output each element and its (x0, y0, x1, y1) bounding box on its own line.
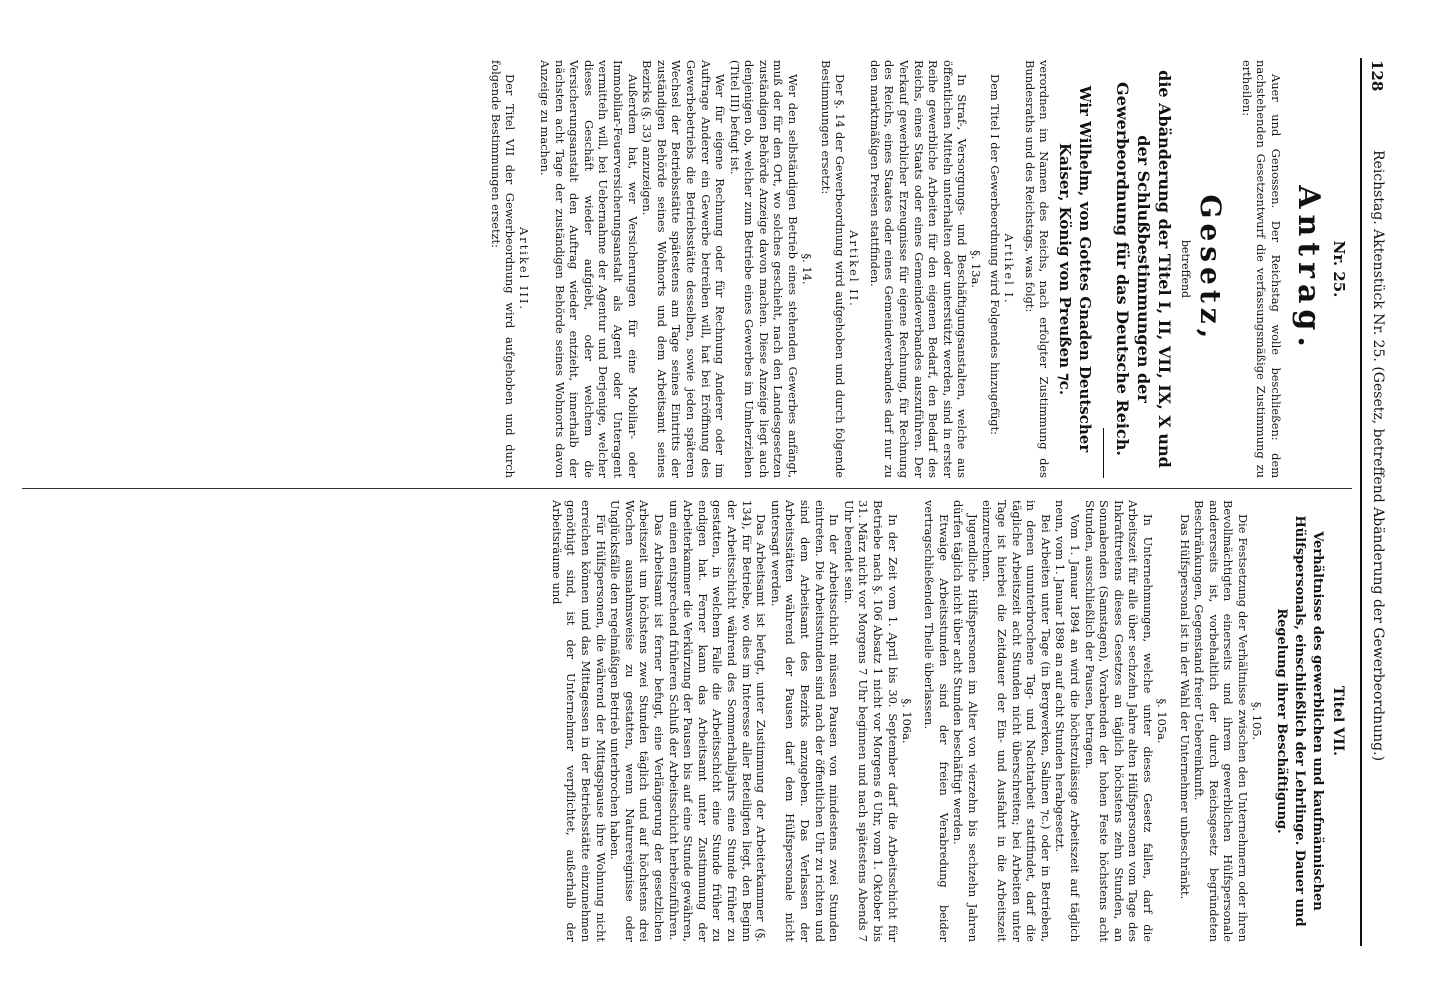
gesetz-heading: Gesetz, (1194, 194, 1228, 344)
left-column (20, 60, 1350, 478)
section-105-paragraph-2: Das Hülfspersonal ist in der Wahl der Unternehmer unbeschränkt. (1177, 514, 1192, 900)
title-rule (1103, 428, 1104, 478)
sovereign-line: Wir Wilhelm, von Gottes Gnaden Deutscher Kaiser, König von Preußen ⁊c. (1056, 85, 1095, 453)
section-14-paragraph-2: Wer für eigene Rechnung oder für Rechnung Anderer oder im Auftrage Anderer ein Gewerbe betreiben will, hat bei Eröffnung des Gewerbebetriebs die Betriebsstätte desselben, sowie jeden späteren Wechsel der Betriebsstätte spätestens am Tage seines Eintritts der zuständigen Behörde seines Wohnorts und dem Arbeitsamt seines Bezirks (§. 33) anzuzeigen. (640, 60, 728, 478)
section-106a-paragraph-3: Das Arbeitsamt ist befugt, unter Zustimmung der Arbeiterkammer (§. 134), für Betriebe, wo dies im Interesse aller Beteiligten liegt, den Beginn der Arbeitsschicht während des Sommerhalbjahrs eine Stunde früher zu gestatten, in welchem Falle die Arbeitsschicht eine Stunde früher zu endigen hat. Ferner kann das Arbeitsamt unter Zustimmung der Arbeiterkammer die Verkürzung der Pausen bis auf eine Stunde gewähren, um einen entsprechend früheren Schluß der Arbeitsschicht herbeizuführen. (666, 500, 769, 942)
section-106a-paragraph-1: In der Zeit vom 1. April bis 30. September darf die Arbeitsschicht für Betriebe nach §. 106 Absatz 1 nicht vor Morgens 6 Uhr, vom 1. Oktober bis 31. März nicht vor Morgens 7 Uhr beginnen und nach spätestens Abends 7 Uhr beendet sein. (841, 500, 900, 942)
section-106a-heading: §. 106a. (899, 698, 914, 744)
section-13a-text: In Straf-, Versorgungs- und Beschäftigungsanstalten, welche aus öffentlichen Mitteln unterhalten oder unterstützt werden, sind in erster Reihe gewerbliche Arbeiten für den eigenen Bedarf, den Bedarf des Reichs, eines Staats oder eines Gemeindeverbandes auszuführen. Der Verkauf gewerblicher Erzeugnisse für eigene Rechnung, für Rechnung des Reichs, eines Staates oder eines Gemeindeverbandes darf nur zu den marktmäßigen Preisen stattfinden. (867, 60, 970, 478)
column-divider (22, 488, 1352, 489)
section-105a-paragraph-5: Etwaige Arbeitsstunden sind der freien Verabredung beider vertragschließenden Theile überlassen. (922, 500, 951, 942)
article-3-heading: Artikel III. (517, 227, 532, 311)
section-105a-paragraph-2: Vom 1. Januar 1894 an wird die höchstzulässige Arbeitszeit auf täglich neun, vom 1. Januar 1898 an auf acht Stunden herabgesetzt. (1053, 500, 1083, 942)
section-105a-heading: §. 105a. (1155, 698, 1170, 744)
section-106a-paragraph-4: Das Arbeitsamt ist ferner befugt, eine Verlängerung der gesetzlichen Arbeitszeit um höchstens zwei Stunden täglich und auf höchstens drei Wochen ausnahmsweise zu gestatten, wenn Naturereignisse oder Unglücksfälle den regelmäßigen Betrieb unterbrochen haben. (608, 500, 667, 942)
section-105a-paragraph-4: Jugendliche Hülfspersonen im Alter von vierzehn bis sechzehn Jahren dürfen täglich nicht über acht Stunden beschäftigt werden. (951, 500, 980, 942)
article-2-text: Der §. 14 der Gewerbeordnung wird aufgehoben und durch folgende Bestimmungen ersetzt: (818, 60, 848, 478)
article-1-text: Dem Titel I der Gewerbeordnung wird Folgendes hinzugefügt: (988, 74, 1003, 436)
section-14-heading: §. 14. (800, 253, 815, 285)
section-14-paragraph-1: Wer den selbständigen Betrieb eines stehenden Gewerbes anfängt, muß der für den Ort, wo solches geschieht, nach den Landesgesetzen zuständigen Behörde Anzeige davon machen. Diese Anzeige liegt auch denjenigen ob, welcher zum Betriebe eines Gewerbes im Umherziehen (Titel III) befugt ist. (727, 60, 801, 478)
section-14-paragraph-3: Außerdem hat, wer Versicherungen für eine Mobiliar- oder Immobiliar-Feuerversicherungsanstalt als Agent oder Unteragent vermitteln will, bei Uebernahme der Agentur und Derjenige, welcher dieses Geschäft wieder aufgiebt, oder welchem die Versicherungsanstalt den Auftrag wieder entzieht, innerhalb der nächsten acht Tage der zuständigen Behörde seines Wohnorts davon Anzeige zu machen. (538, 60, 640, 478)
section-106a-paragraph-2: In der Arbeitsschicht müssen Pausen von mindestens zwei Stunden eintreten. Die Arbeitsstunden sind nach der öffentlichen Uhr zu richten und sind dem Arbeitsamt des Bezirks anzugeben. Das Verlassen der Arbeitsstätten während der Pausen darf dem Hülfspersonale nicht untersagt werden. (768, 500, 842, 942)
article-2-heading: Artikel II. (847, 230, 862, 308)
section-105a-paragraph-1: In Unternehmungen, welche unter dieses Gesetz fallen, darf die Arbeitszeit für alle über sechzehn Jahre alten Hülfspersonen vom Tage des Inkrafttretens dieses Gesetzes an täglich höchstens zehn Stunden, an Sonnabenden (Samstagen), Vorabenden der hohen Feste höchstens acht Stunden, ausschließlich der Pausen, betragen. (1082, 500, 1156, 942)
article-3-text: Der Titel VII der Gewerbeordnung wird aufgehoben und durch folgende Bestimmungen ersetzt: (488, 60, 518, 478)
intro-paragraph: Auer und Genossen. Der Reichstag wolle beschließen: dem nachstehenden Gesetzentwurf die verfassungsmäßige Zustimmung zu ertheilen: (1239, 60, 1283, 478)
right-column (20, 500, 1350, 942)
titel-7-heading: Titel VII. (1330, 685, 1346, 757)
section-105a-paragraph-3: Bei Arbeiten unter Tage (in Bergwerken, Salinen ⁊c.) oder in Betrieben, in denen ununterbrochene Tag- und Nachtarbeit stattfindet, darf die tägliche Arbeitszeit acht Stunden nicht überschreiten; bei Arbeiten unter Tage ist hierbei die Zeitdauer der Ein- und Ausfahrt in die Arbeitszeit einzurechnen. (980, 500, 1053, 942)
antrag-heading: Antrag. (1291, 185, 1326, 353)
enactment-clause: verordnen im Namen des Reichs, nach erfolgter Zustimmung des Bundesraths und des Reichstags, was folgt: (1022, 60, 1052, 478)
section-106a-paragraph-5: Für Hülfspersonen, die während der Mittagspause ihre Wohnung nicht erreichen können und das Mittagessen in der Betriebsstätte einzunehmen genöthigt sind, ist der Unternehmer verpflichtet, außerhalb der Arbeitsräume und (549, 500, 608, 942)
page-number: 128 (1368, 60, 1386, 92)
doc-number: Nr. 25. (1330, 240, 1348, 298)
section-105-paragraph-1: Die Festsetzung der Verhältnisse zwischen den Unternehmern oder ihren Bevollmächtigten einerseits und ihrem gewerblichen Hülfspersonale andererseits ist, vorbehaltlich der durch Reichsgesetz begründeten Beschränkungen, Gegenstand freier Uebereinkunft. (1192, 500, 1250, 942)
section-13a-heading: §. 13a. (969, 250, 984, 288)
header-rule (1360, 58, 1362, 946)
article-1-heading: Artikel I. (1002, 233, 1017, 305)
titel-7-subheading: Verhältnisse des gewerblichen und kaufmännischen Hülfspersonals, einschließlich der Lehrlinge. Dauer und Regelung ihrer Beschäftigung. (1274, 515, 1325, 927)
running-title: Reichstag. Aktenstück Nr. 25. (Gesetz, betreffend Abänderung der Gewerbeordnung.) (1370, 150, 1386, 762)
law-title: die Abänderung der Titel I, II, VII, IX, X und der Schlußbestimmungen der Gewerbeordnung für das Deutsche Reich. (1113, 70, 1175, 468)
section-105-heading: §. 105. (1250, 701, 1264, 741)
betreffend-label: betreffend (1179, 239, 1193, 299)
